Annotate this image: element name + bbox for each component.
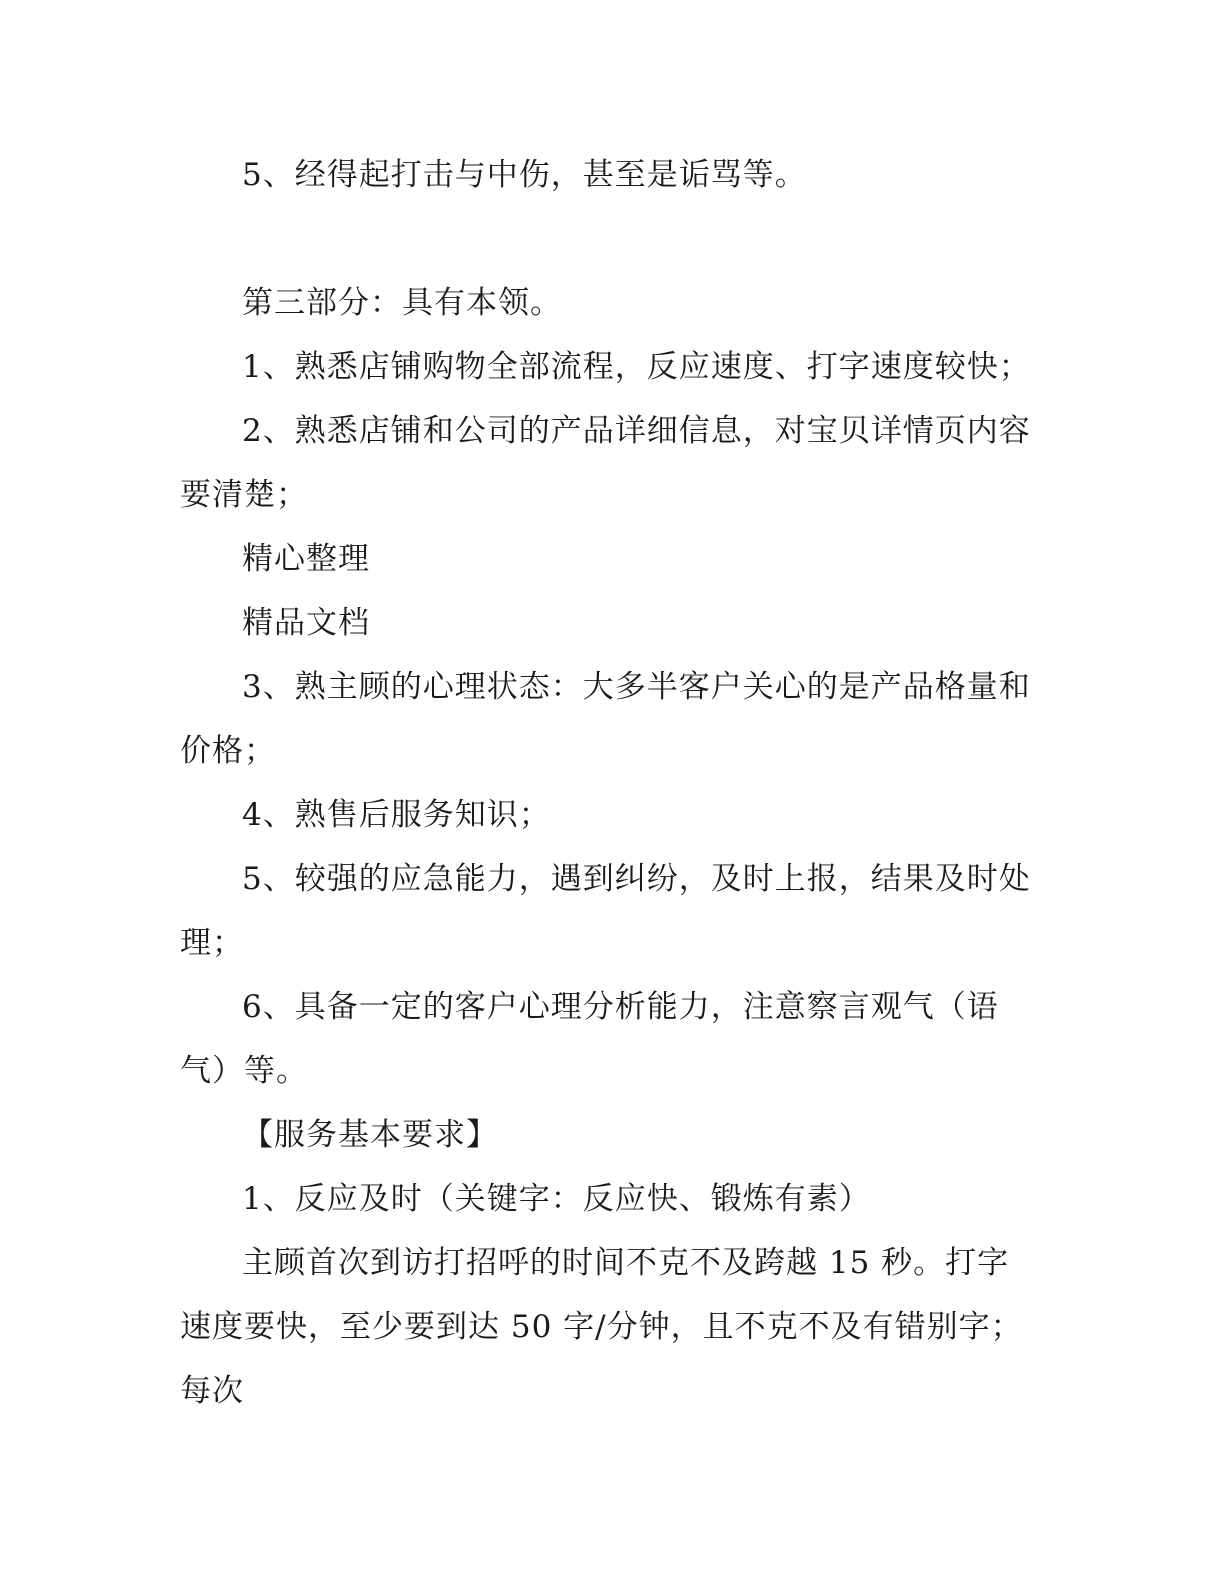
paragraph-item-3: 3、熟主顾的心理状态：大多半客户关心的是产品格量和价格； xyxy=(180,669,1031,769)
paragraph-item-6: 6、具备一定的客户心理分析能力，注意察言观气（语气）等。 xyxy=(180,989,999,1089)
watermark-line-2: 精品文档 xyxy=(242,605,370,641)
paragraph-requirement-1: 1、反应及时（关键字：反应快、锻炼有素） xyxy=(242,1181,871,1217)
paragraph-item-5b: 5、较强的应急能力，遇到纠纷，及时上报，结果及时处理； xyxy=(180,861,1031,961)
paragraph-requirement-1-detail: 主顾首次到访打招呼的时间不克不及跨越 15 秒。打字速度要快，至少要到达 50 字/分钟，且不克不及有错别字；每次 xyxy=(180,1245,1023,1409)
paragraph-item-2: 2、熟悉店铺和公司的产品详细信息，对宝贝详情页内容要清楚； xyxy=(180,413,1031,513)
paragraph-item-4: 4、熟售后服务知识； xyxy=(242,797,551,833)
paragraph-gap xyxy=(180,207,1040,271)
paragraph-item-5: 5、经得起打击与中伤，甚至是诟骂等。 xyxy=(242,157,807,193)
section-heading-part-three: 第三部分：具有本领。 xyxy=(242,285,562,321)
document-body xyxy=(180,143,1040,1423)
paragraph-item-1: 1、熟悉店铺购物全部流程，反应速度、打字速度较快； xyxy=(242,349,1031,385)
watermark-line-1: 精心整理 xyxy=(242,541,370,577)
section-heading-service-requirements: 【服务基本要求】 xyxy=(242,1117,498,1153)
